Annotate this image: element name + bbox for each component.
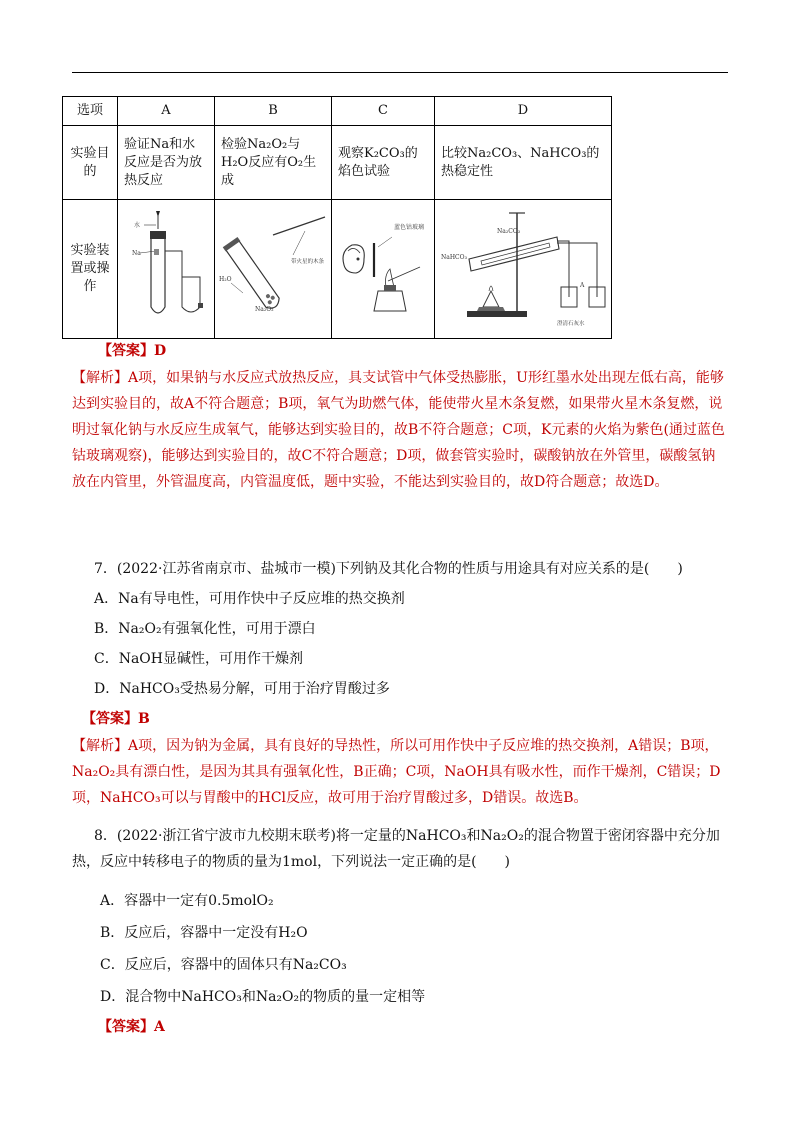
fig-label: Na₂CO₃ — [497, 228, 521, 235]
tilted-tube-figure — [217, 207, 329, 331]
fig-label: 澄清石灰水 — [557, 321, 585, 327]
option-8d: D．混合物中NaHCO₃和Na₂O₂的物质的量一定相等 — [100, 989, 426, 1005]
analysis-q6: 【解析】A项，如果钠与水反应式放热反应，具支试管中气体受热膨胀，U形红墨水处出现左低右高，能够达到实验目的，故A不符合题意；B项，氧气为助燃气体，能使带火星木条复燃，如果带火星木条复燃，说明过氧化钠与水反应生成氧气，能够达到实验目的，故B不符合题意；C项，K元素的火焰为紫色(通过蓝色钴玻璃观察)，能够达到实验目的，故C不符合题意；D项，做套管实验时，碳酸钠放在外管里，碳酸氢钠放在内管里，外管温度高，内管温度低，题中实验，不能达到实验目的，故D符合题意；故选D。 — [72, 370, 725, 490]
purpose-cell: 比较Na₂CO₃、NaHCO₃的热稳定性 — [435, 126, 612, 200]
option-8c: C．反应后，容器中的固体只有Na₂CO₃ — [100, 957, 347, 973]
header-cell: C — [332, 97, 435, 126]
option-7d: D．NaHCO₃受热易分解，可用于治疗胃酸过多 — [94, 681, 390, 697]
fig-label: 蓝色钴玻璃 — [394, 224, 425, 231]
answer-q7: 【答案】B — [82, 711, 150, 727]
purpose-cell: 检验Na₂O₂与H₂O反应有O₂生成 — [215, 126, 332, 200]
table-purpose-row — [63, 126, 612, 200]
test-tube-figure — [120, 207, 212, 331]
fig-label: A — [580, 282, 585, 289]
row-label: 实验装置或操作 — [63, 200, 118, 339]
purpose-cell: 观察K₂CO₃的焰色试验 — [332, 126, 435, 200]
double-tube-figure — [437, 207, 609, 331]
header-cell: D — [435, 97, 612, 126]
question-8-stem: 8．(2022·浙江省宁波市九校期末联考)将一定量的NaHCO₃和Na₂O₂的混合物置于密闭容器中充分加热，反应中转移电子的物质的量为1mol，下列说法一定正确的是( ) — [72, 828, 720, 870]
fig-label: H₂O — [219, 276, 232, 283]
header-cell: B — [215, 97, 332, 126]
option-8b: B．反应后，容器中一定没有H₂O — [100, 925, 308, 941]
option-8a: A．容器中一定有0.5molO₂ — [100, 893, 274, 909]
apparatus-cell-b — [215, 200, 332, 339]
row-label: 实验目的 — [63, 126, 118, 200]
fig-label: Na — [132, 250, 141, 257]
option-7c: C．NaOH显碱性，可用作干燥剂 — [94, 651, 303, 667]
table-header-row — [63, 97, 612, 126]
fig-label: NaHCO₃ — [441, 254, 467, 261]
header-rule — [72, 72, 728, 73]
fig-label: 水 — [134, 222, 141, 229]
flame-test-figure — [334, 207, 432, 331]
header-cell: A — [118, 97, 215, 126]
purpose-cell: 验证Na和水反应是否为放热反应 — [118, 126, 215, 200]
answer-q8: 【答案】A — [98, 1019, 165, 1035]
fig-label: 带火星的木条 — [291, 259, 325, 265]
header-cell: 选项 — [63, 97, 118, 126]
analysis-q7: 【解析】A项，因为钠为金属，具有良好的导热性，所以可用作快中子反应堆的热交换剂，A错误；B项，Na₂O₂具有漂白性，是因为其具有强氧化性，B正确；C项，NaOH具有吸水性，而作干燥剂，C错误；D项，NaHCO₃可以与胃酸中的HCl反应，故可用于治疗胃酸过多，D错误。故选B。 — [72, 738, 721, 806]
option-7b: B．Na₂O₂有强氧化性，可用于漂白 — [94, 621, 316, 637]
question-7-stem: 7．(2022·江苏省南京市、盐城市一模)下列钠及其化合物的性质与用途具有对应关系的是( ) — [94, 561, 683, 577]
option-7a: A．Na有导电性，可用作快中子反应堆的热交换剂 — [94, 591, 405, 607]
apparatus-cell-c — [332, 200, 435, 339]
experiment-table — [62, 96, 612, 339]
apparatus-cell-a — [118, 200, 215, 339]
answer-q6: 【答案】D — [98, 343, 167, 359]
table-apparatus-row — [63, 200, 612, 339]
fig-label: Na₂O₂ — [255, 306, 274, 313]
apparatus-cell-d — [435, 200, 612, 339]
